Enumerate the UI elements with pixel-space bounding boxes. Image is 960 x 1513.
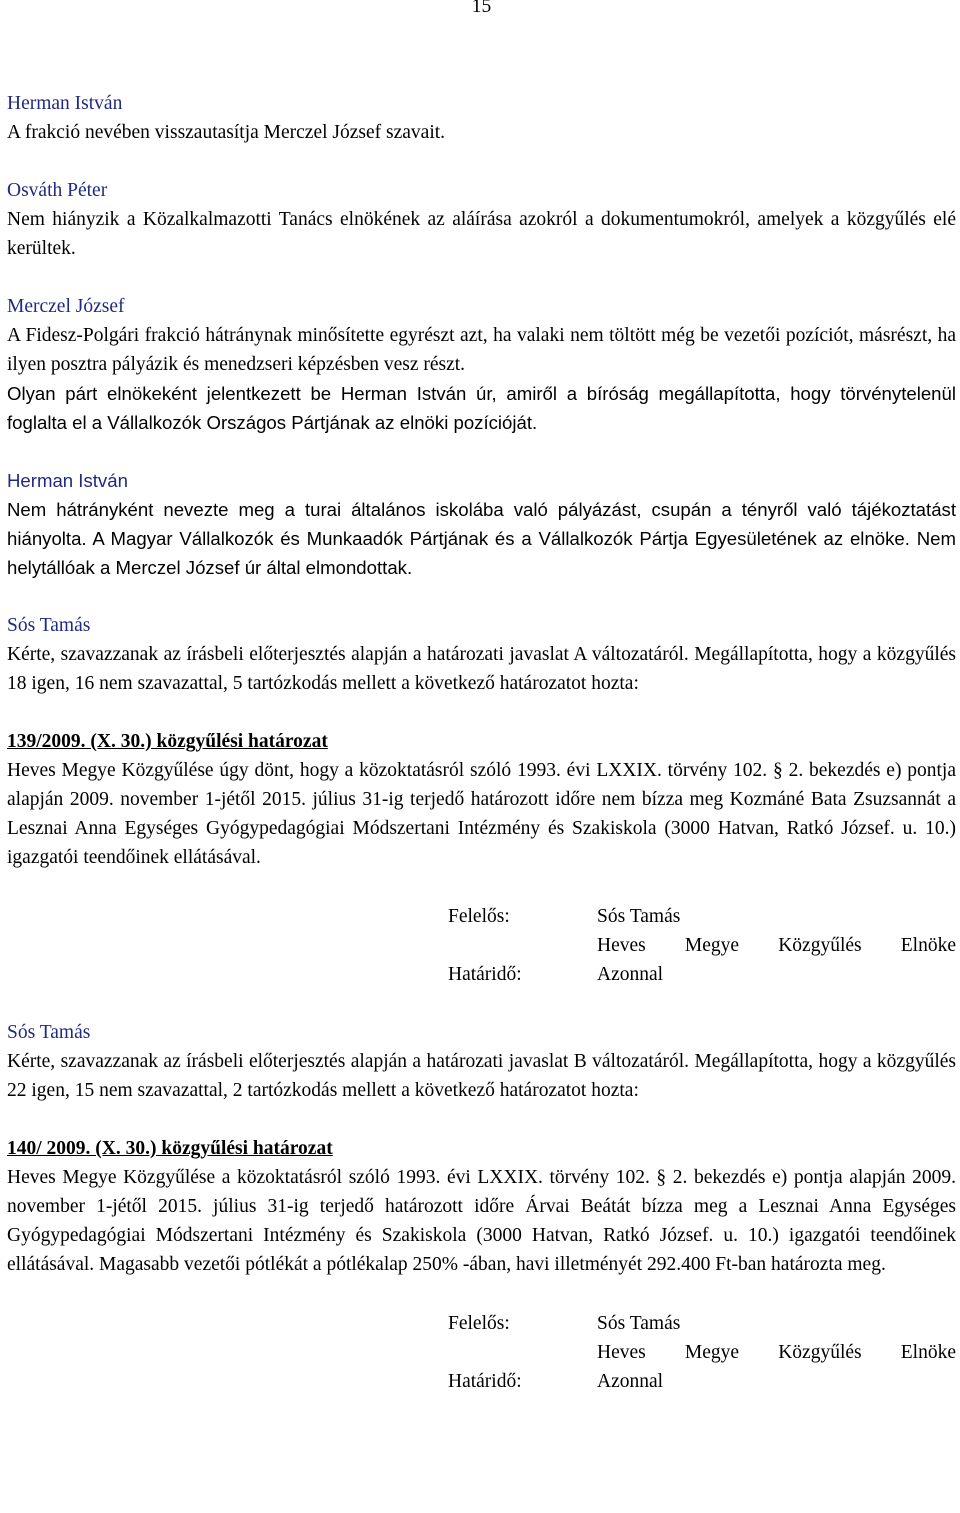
statement-text: Kérte, szavazzanak az írásbeli előterjesztés alapján a határozati javaslat A változatáról. Megállapította, hogy a közgyűlés 18 igen, 16 nem szavazattal, 5 tartózkodás mellett a következő határozatot hozta: bbox=[7, 644, 956, 694]
deadline-value: Azonnal bbox=[597, 1371, 664, 1392]
deadline-label: Határidő: bbox=[448, 964, 522, 985]
responsibility-block-1 bbox=[7, 902, 956, 989]
responsible-name: Sós Tamás bbox=[597, 906, 681, 927]
responsible-title: Heves Megye Közgyűlés Elnöke bbox=[597, 1342, 956, 1363]
statement-text: Nem hiányzik a Közalkalmazotti Tanács elnökének az aláírása azokról a dokumentumokról, amelyek a közgyűlés elé kerültek. bbox=[7, 209, 956, 259]
speaker-name: Herman István bbox=[7, 470, 128, 491]
resolution-139 bbox=[7, 727, 956, 872]
speaker-name: Merczel József bbox=[7, 296, 125, 317]
statement-herman-1 bbox=[7, 89, 956, 147]
speaker-name: Sós Tamás bbox=[7, 1022, 91, 1043]
statement-merczel bbox=[7, 292, 956, 437]
statement-text: Nem hátrányként nevezte meg a turai általános iskolába való pályázást, csupán a tényről való tájékoztatást hiányolta. A Magyar Vállalkozók és Munkaadók Pártjának és a Vállalkozók Pártja Egyesületének az elnöke. Nem helytállóak a Merczel József úr által elmondottak. bbox=[7, 499, 956, 578]
deadline-label: Határidő: bbox=[448, 1371, 522, 1392]
statement-text: A frakció nevében visszautasítja Merczel József szavait. bbox=[7, 122, 446, 143]
statement-osvath bbox=[7, 176, 956, 263]
resolution-text: Heves Megye Közgyűlése úgy dönt, hogy a közoktatásról szóló 1993. évi LXXIX. törvény 102. § 2. bekezdés e) pontja alapján 2009. november 1-jétől 2015. július 31-ig terjedő határozott időre nem bízza meg Kozmáné Bata Zsuzsannát a Lesznai Anna Egységes Gyógypedagógiai Módszertani Intézmény és Szakiskola (3000 Hatvan, Ratkó József. u. 10.) igazgatói teendőinek ellátásával. bbox=[7, 760, 956, 868]
resolution-title: 139/2009. (X. 30.) közgyűlési határozat bbox=[7, 731, 328, 752]
deadline-value: Azonnal bbox=[597, 964, 664, 985]
statement-herman-2 bbox=[7, 466, 956, 582]
statement-text: Kérte, szavazzanak az írásbeli előterjesztés alapján a határozati javaslat B változatáról. Megállapította, hogy a közgyűlés 22 igen, 15 nem szavazattal, 2 tartózkodás mellett a következő határozatot hozta: bbox=[7, 1051, 956, 1101]
speaker-name: Herman István bbox=[7, 93, 123, 114]
resolution-title: 140/ 2009. (X. 30.) közgyűlési határozat bbox=[7, 1138, 333, 1159]
resolution-text: Heves Megye Közgyűlése a közoktatásról szóló 1993. évi LXXIX. törvény 102. § 2. bekezdés e) pontja alapján 2009. november 1-jétől 2015. július 31-ig terjedő határozott időre Árvai Beátát bízza meg a Lesznai Anna Egységes Gyógypedagógiai Módszertani Intézmény és Szakiskola (3000 Hatvan, Ratkó József. u. 10.) igazgatói teendőinek ellátásával. Magasabb vezetői pótlékát a pótlékalap 250% -ában, havi illetményét 292.400 Ft-ban határozta meg. bbox=[7, 1167, 956, 1275]
resolution-140 bbox=[7, 1134, 956, 1279]
responsibility-block-2 bbox=[7, 1309, 956, 1396]
document-page bbox=[7, 0, 956, 1396]
statement-text-continued: Olyan párt elnökeként jelentkezett be Herman István úr, amiről a bíróság megállapította, hogy törvénytelenül foglalta el a Vállalkozók Országos Pártjának az elnöki pozícióját. bbox=[7, 383, 956, 433]
speaker-name: Sós Tamás bbox=[7, 615, 91, 636]
statement-sos-2 bbox=[7, 1018, 956, 1105]
speaker-name: Osváth Péter bbox=[7, 180, 108, 201]
statement-sos-1 bbox=[7, 611, 956, 698]
responsible-name: Sós Tamás bbox=[597, 1313, 681, 1334]
page-number: 15 bbox=[471, 0, 492, 17]
responsible-label: Felelős: bbox=[448, 906, 510, 927]
responsible-title: Heves Megye Közgyűlés Elnöke bbox=[597, 935, 956, 956]
responsible-label: Felelős: bbox=[448, 1313, 510, 1334]
statement-text: A Fidesz-Polgári frakció hátránynak minősítette egyrészt azt, ha valaki nem töltött még be vezetői pozíciót, másrészt, ha ilyen posztra pályázik és menedzseri képzésben vesz részt. bbox=[7, 325, 956, 375]
